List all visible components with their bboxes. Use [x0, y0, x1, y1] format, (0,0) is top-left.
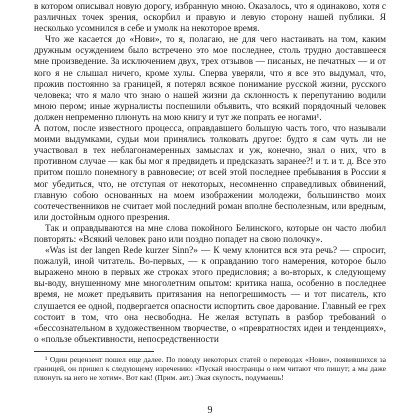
paragraph: Так и оправдываются на мне слова покойного Белинского, которые он часто любил повторять: «Всякий человек рано или поздно попадет на свою полочку».: [34, 223, 386, 245]
paragraph: Что же касается до «Нови», то я, полагаю, не для чего настаивать на том, каким дружным осуждением было встречено это мое последнее, столь трудно доставшееся мне произведение. За исключением двух, трех отзывов — писаных, не печатных — и от кого я не слышал ничего, кроме хулы. Сперва уверяли, что я все это выдумал, что, прожив постоянно за границей, я потерял всякое понимание русской жизни, русского человека; что я мало что знаю о нашей жизни да склонность к перепутанию водили мною пером; иные журналисты поспешили объявить, что всякий порядочный человек должен непременно плюнуть на мою книгу и тут же попрать ее ногами¹.: [34, 35, 386, 123]
body-text: [34, 2, 386, 346]
paragraph: «Was ist der langen Rede kurzer Sinn?» — К чему клонится вся эта речь? — спросит, пожалуй, иной читатель. Во-первых, — к оправданию того намерения, которое было выражено мною в первых же строках этого предисловия; а во-вторых, к следующему вы-воду, внушенному мне многолетним опытом: критика наша, особенно в последнее время, не может предъявить притязания на непогрешимость — и тот писатель, кто слушается ее одной, подвергается опасности испортить свое дарование. Главный ее грех состоит в том, что она несвободна. Не желая вступать в разбор требований о «бессознательном в художественном творчестве, о «превратностях идеи и тенденциях», о «пользе объективности, непосредственности: [34, 246, 386, 345]
paragraph: А потом, после известного процесса, оправдавшего большую часть того, что называли моими выдумками, судьи мои принялись толковать другое: будто я сам чуть ли не участвовал в тех неблагонамеренных замыслах и уж, конечно, знал о них, что в противном случае — как бы мог я предвидеть и предсказать заранее?! и т. и т. д. Все это притом пошло понемногу в равновесие; от всей этой последнее пребывания в России я мог убедиться, что, не отступая от некоторых, несомненно справедливых обвинений, главную собою основанных на моем изображении молодежи, большинство моих соотечественников не считает мой последний роман вполне бесполезным, или вредным, или достойным одного презрения.: [34, 124, 386, 223]
paragraph: в котором описывал новую дорогу, избранную мною. Оказалось, что я одинаково, хотя с различных точек зрения, оскорбил и правую и левую сторону нашей публики. Я несколько усомнился в себе и умолк на некоторое время.: [34, 2, 386, 35]
footnote-divider: [34, 351, 154, 352]
page-number: 9: [207, 405, 213, 416]
footnote: ¹ Один рецензент пошел еще далее. По поводу некоторых статей о переводах «Нови», появившихся за границей, он пришел к следующему изречению: «Пускай иностранцы о нем читают что пишут; а мы даже плюнуть на него не хотим». Вот как! (Прим. авт.) Экая скупость, подумаешь!: [34, 354, 386, 383]
